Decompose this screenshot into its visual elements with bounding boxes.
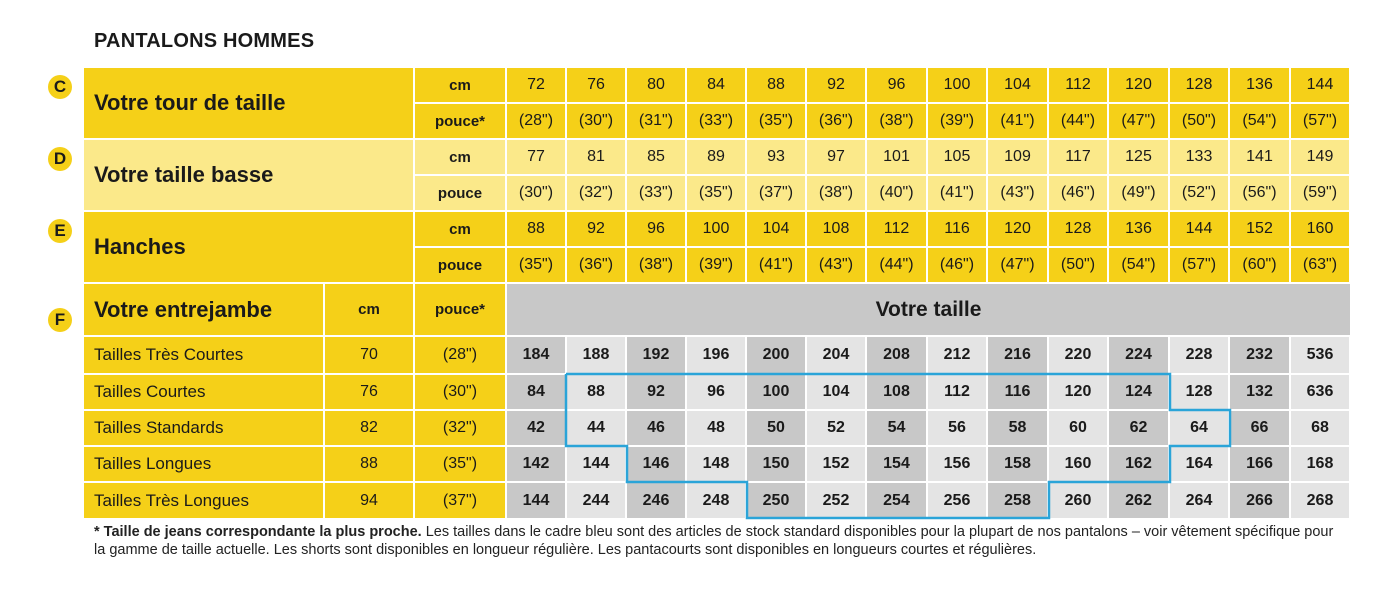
footnote-bold: * Taille de jeans correspondante la plus proche. xyxy=(94,524,422,540)
size-cell: 220 xyxy=(1049,337,1107,373)
size-cell: 88 xyxy=(567,375,625,409)
size-cell: 52 xyxy=(807,411,865,445)
size-cell: 208 xyxy=(867,337,926,373)
size-cell: 54 xyxy=(867,411,926,445)
inseam-row-cm: 70 xyxy=(325,337,413,373)
measure-cm-cell: 149 xyxy=(1291,140,1349,174)
measure-inch-cell: (50") xyxy=(1170,104,1228,138)
page-title: PANTALONS HOMMES xyxy=(94,30,315,52)
size-cell: 46 xyxy=(627,411,685,445)
size-cell: 84 xyxy=(507,375,565,409)
measure-inch-cell: (38") xyxy=(627,248,685,282)
measure-cm-cell: 120 xyxy=(988,212,1047,246)
size-cell: 120 xyxy=(1049,375,1107,409)
size-cell: 100 xyxy=(747,375,805,409)
measure-inch-cell: (40") xyxy=(867,176,926,210)
measure-inch-cell: (46") xyxy=(928,248,986,282)
size-cell: 96 xyxy=(687,375,745,409)
measure-cm-cell: 96 xyxy=(867,68,926,102)
measure-cm-cell: 84 xyxy=(687,68,745,102)
measure-inch-cell: (54") xyxy=(1230,104,1289,138)
size-cell: 108 xyxy=(867,375,926,409)
measure-inch-cell: (60") xyxy=(1230,248,1289,282)
size-cell: 184 xyxy=(507,337,565,373)
size-cell: 228 xyxy=(1170,337,1228,373)
size-cell: 132 xyxy=(1230,375,1289,409)
size-cell: 212 xyxy=(928,337,986,373)
size-cell: 62 xyxy=(1109,411,1168,445)
size-cell: 142 xyxy=(507,447,565,481)
measure-cm-cell: 105 xyxy=(928,140,986,174)
measure-inch-cell: (56") xyxy=(1230,176,1289,210)
measure-cm-cell: 89 xyxy=(687,140,745,174)
measure-inch-cell: (36") xyxy=(567,248,625,282)
size-cell: 50 xyxy=(747,411,805,445)
size-cell: 162 xyxy=(1109,447,1168,481)
inseam-row-inch: (37") xyxy=(415,483,505,518)
measure-cm-cell: 100 xyxy=(928,68,986,102)
size-cell: 196 xyxy=(687,337,745,373)
size-cell: 256 xyxy=(928,483,986,518)
measure-cm-cell: 141 xyxy=(1230,140,1289,174)
measure-inch-cell: (30") xyxy=(567,104,625,138)
measure-cm-cell: 128 xyxy=(1049,212,1107,246)
size-cell: 268 xyxy=(1291,483,1349,518)
size-cell: 144 xyxy=(567,447,625,481)
size-cell: 258 xyxy=(988,483,1047,518)
badge-c: C xyxy=(48,75,72,99)
measure-cm-cell: 116 xyxy=(928,212,986,246)
size-cell: 66 xyxy=(1230,411,1289,445)
inseam-unit-inch: pouce* xyxy=(415,284,505,335)
size-cell: 124 xyxy=(1109,375,1168,409)
footnote-text: Les tailles dans le cadre bleu sont des articles de stock standard disponibles pour la plupart de nos pantalons – voir vêtement spécifique pour la gamme de taille actuelle. Les shorts sont disponibles en longueur régulière. Les pantacourts sont disponibles en longueurs courtes et régulières. xyxy=(94,524,1334,558)
size-cell: 92 xyxy=(627,375,685,409)
size-cell: 262 xyxy=(1109,483,1168,518)
inseam-row-cm: 88 xyxy=(325,447,413,481)
measure-inch-cell: (33") xyxy=(627,176,685,210)
measure-cm-cell: 93 xyxy=(747,140,805,174)
measure-inch-cell: (57") xyxy=(1170,248,1228,282)
measure-cm-cell: 77 xyxy=(507,140,565,174)
hips-unit-cm: cm xyxy=(415,212,505,246)
size-cell: 168 xyxy=(1291,447,1349,481)
size-cell: 148 xyxy=(687,447,745,481)
size-cell: 44 xyxy=(567,411,625,445)
inseam-row-cm: 76 xyxy=(325,375,413,409)
measure-cm-cell: 88 xyxy=(507,212,565,246)
size-cell: 104 xyxy=(807,375,865,409)
size-cell: 254 xyxy=(867,483,926,518)
measure-cm-cell: 97 xyxy=(807,140,865,174)
size-cell: 248 xyxy=(687,483,745,518)
measure-inch-cell: (43") xyxy=(988,176,1047,210)
size-cell: 144 xyxy=(507,483,565,518)
size-cell: 224 xyxy=(1109,337,1168,373)
low-waist-unit-cm: cm xyxy=(415,140,505,174)
size-cell: 60 xyxy=(1049,411,1107,445)
measure-inch-cell: (54") xyxy=(1109,248,1168,282)
size-cell: 160 xyxy=(1049,447,1107,481)
measure-inch-cell: (32") xyxy=(567,176,625,210)
measure-inch-cell: (33") xyxy=(687,104,745,138)
measure-cm-cell: 100 xyxy=(687,212,745,246)
measure-cm-cell: 72 xyxy=(507,68,565,102)
size-cell: 58 xyxy=(988,411,1047,445)
measure-cm-cell: 104 xyxy=(747,212,805,246)
measure-cm-cell: 136 xyxy=(1230,68,1289,102)
measure-inch-cell: (49") xyxy=(1109,176,1168,210)
measure-inch-cell: (37") xyxy=(747,176,805,210)
measure-inch-cell: (43") xyxy=(807,248,865,282)
measure-inch-cell: (38") xyxy=(807,176,865,210)
measure-cm-cell: 120 xyxy=(1109,68,1168,102)
inseam-row-label: Tailles Longues xyxy=(84,447,323,481)
inseam-row-inch: (30") xyxy=(415,375,505,409)
measure-cm-cell: 144 xyxy=(1170,212,1228,246)
size-cell: 266 xyxy=(1230,483,1289,518)
measure-cm-cell: 144 xyxy=(1291,68,1349,102)
measure-inch-cell: (28") xyxy=(507,104,565,138)
size-cell: 246 xyxy=(627,483,685,518)
measure-inch-cell: (35") xyxy=(507,248,565,282)
size-cell: 204 xyxy=(807,337,865,373)
size-cell: 166 xyxy=(1230,447,1289,481)
measure-cm-cell: 76 xyxy=(567,68,625,102)
inseam-row-inch: (35") xyxy=(415,447,505,481)
measure-inch-cell: (47") xyxy=(1109,104,1168,138)
measure-inch-cell: (41") xyxy=(747,248,805,282)
size-cell: 42 xyxy=(507,411,565,445)
size-cell: 112 xyxy=(928,375,986,409)
measure-cm-cell: 80 xyxy=(627,68,685,102)
size-cell: 216 xyxy=(988,337,1047,373)
size-cell: 146 xyxy=(627,447,685,481)
measure-inch-cell: (41") xyxy=(988,104,1047,138)
inseam-row-label: Tailles Courtes xyxy=(84,375,323,409)
measure-inch-cell: (39") xyxy=(687,248,745,282)
size-cell: 536 xyxy=(1291,337,1349,373)
measure-cm-cell: 109 xyxy=(988,140,1047,174)
measure-cm-cell: 125 xyxy=(1109,140,1168,174)
size-cell: 260 xyxy=(1049,483,1107,518)
size-cell: 68 xyxy=(1291,411,1349,445)
inseam-row-cm: 82 xyxy=(325,411,413,445)
size-cell: 200 xyxy=(747,337,805,373)
measure-inch-cell: (30") xyxy=(507,176,565,210)
size-cell: 48 xyxy=(687,411,745,445)
size-cell: 192 xyxy=(627,337,685,373)
inseam-row-label: Tailles Très Longues xyxy=(84,483,323,518)
badge-d: D xyxy=(48,147,72,171)
size-cell: 188 xyxy=(567,337,625,373)
size-cell: 128 xyxy=(1170,375,1228,409)
size-cell: 56 xyxy=(928,411,986,445)
size-cell: 156 xyxy=(928,447,986,481)
measure-inch-cell: (44") xyxy=(1049,104,1107,138)
size-cell: 250 xyxy=(747,483,805,518)
size-cell: 154 xyxy=(867,447,926,481)
measure-cm-cell: 92 xyxy=(567,212,625,246)
inseam-row-inch: (32") xyxy=(415,411,505,445)
measure-inch-cell: (47") xyxy=(988,248,1047,282)
measure-cm-cell: 160 xyxy=(1291,212,1349,246)
inseam-row-label: Tailles Très Courtes xyxy=(84,337,323,373)
size-cell: 150 xyxy=(747,447,805,481)
measure-inch-cell: (39") xyxy=(928,104,986,138)
measure-cm-cell: 128 xyxy=(1170,68,1228,102)
measure-inch-cell: (38") xyxy=(867,104,926,138)
measure-cm-cell: 108 xyxy=(807,212,865,246)
inseam-label: Votre entrejambe xyxy=(84,284,323,335)
measure-inch-cell: (57") xyxy=(1291,104,1349,138)
size-cell: 244 xyxy=(567,483,625,518)
waist-label: Votre tour de taille xyxy=(84,68,413,138)
measure-cm-cell: 112 xyxy=(867,212,926,246)
inseam-row-inch: (28") xyxy=(415,337,505,373)
measure-cm-cell: 133 xyxy=(1170,140,1228,174)
waist-unit-inch: pouce* xyxy=(415,104,505,138)
size-cell: 232 xyxy=(1230,337,1289,373)
size-cell: 636 xyxy=(1291,375,1349,409)
footnote xyxy=(94,523,1344,559)
measure-inch-cell: (35") xyxy=(687,176,745,210)
low-waist-label: Votre taille basse xyxy=(84,140,413,210)
size-cell: 252 xyxy=(807,483,865,518)
badge-f: F xyxy=(48,308,72,332)
measure-inch-cell: (52") xyxy=(1170,176,1228,210)
hips-unit-inch: pouce xyxy=(415,248,505,282)
measure-cm-cell: 104 xyxy=(988,68,1047,102)
measure-cm-cell: 136 xyxy=(1109,212,1168,246)
measure-inch-cell: (50") xyxy=(1049,248,1107,282)
measure-inch-cell: (35") xyxy=(747,104,805,138)
inseam-row-cm: 94 xyxy=(325,483,413,518)
measure-cm-cell: 92 xyxy=(807,68,865,102)
measure-inch-cell: (63") xyxy=(1291,248,1349,282)
measure-cm-cell: 96 xyxy=(627,212,685,246)
size-cell: 64 xyxy=(1170,411,1228,445)
size-header: Votre taille xyxy=(507,284,1350,335)
inseam-row-label: Tailles Standards xyxy=(84,411,323,445)
badge-e: E xyxy=(48,219,72,243)
size-cell: 158 xyxy=(988,447,1047,481)
measure-inch-cell: (46") xyxy=(1049,176,1107,210)
measure-cm-cell: 101 xyxy=(867,140,926,174)
measure-cm-cell: 152 xyxy=(1230,212,1289,246)
low-waist-unit-inch: pouce xyxy=(415,176,505,210)
measure-inch-cell: (41") xyxy=(928,176,986,210)
size-cell: 264 xyxy=(1170,483,1228,518)
measure-inch-cell: (59") xyxy=(1291,176,1349,210)
measure-cm-cell: 88 xyxy=(747,68,805,102)
size-cell: 164 xyxy=(1170,447,1228,481)
measure-cm-cell: 117 xyxy=(1049,140,1107,174)
measure-inch-cell: (36") xyxy=(807,104,865,138)
hips-label: Hanches xyxy=(84,212,413,282)
measure-inch-cell: (44") xyxy=(867,248,926,282)
measure-cm-cell: 81 xyxy=(567,140,625,174)
measure-cm-cell: 112 xyxy=(1049,68,1107,102)
measure-cm-cell: 85 xyxy=(627,140,685,174)
waist-unit-cm: cm xyxy=(415,68,505,102)
size-cell: 152 xyxy=(807,447,865,481)
size-cell: 116 xyxy=(988,375,1047,409)
measure-inch-cell: (31") xyxy=(627,104,685,138)
inseam-unit-cm: cm xyxy=(325,284,413,335)
